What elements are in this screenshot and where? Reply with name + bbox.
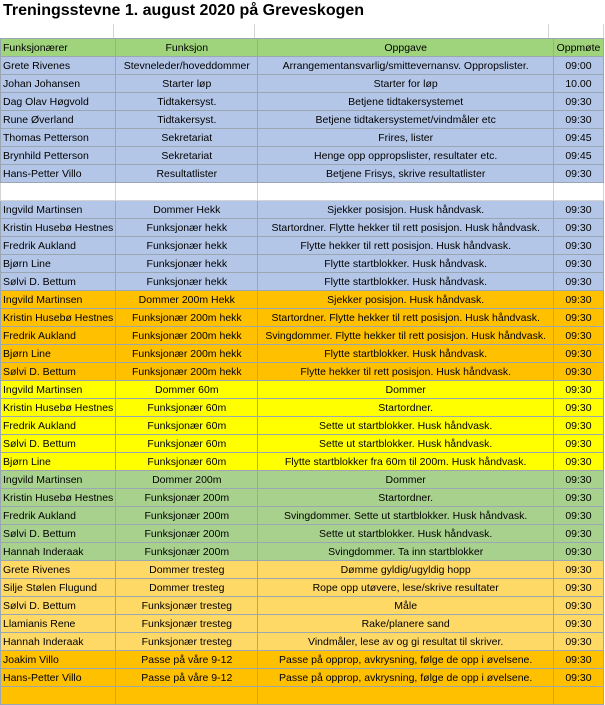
cell-arrival[interactable]: 09:30 bbox=[553, 93, 603, 111]
cell-arrival[interactable] bbox=[553, 687, 603, 705]
cell-arrival[interactable]: 09:30 bbox=[553, 597, 603, 615]
cell-task[interactable]: Starter for løp bbox=[258, 75, 553, 93]
cell-arrival[interactable]: 09:30 bbox=[553, 471, 603, 489]
cell-name[interactable]: Sølvi D. Bettum bbox=[1, 363, 116, 381]
cell-task[interactable]: Startordner. Flytte hekker til rett posisjon. Husk håndvask. bbox=[258, 309, 553, 327]
cell-function[interactable]: Resultatlister bbox=[116, 165, 258, 183]
cell-name[interactable]: Bjørn Line bbox=[1, 255, 116, 273]
cell-arrival[interactable]: 09:30 bbox=[553, 381, 603, 399]
cell-function[interactable]: Funksjonær tresteg bbox=[116, 633, 258, 651]
table-row bbox=[1, 327, 604, 345]
cell-function[interactable]: Funksjonær hekk bbox=[116, 237, 258, 255]
table-row bbox=[1, 111, 604, 129]
cell-arrival[interactable]: 09:00 bbox=[553, 57, 603, 75]
cell-function[interactable]: Sekretariat bbox=[116, 129, 258, 147]
cell-function[interactable]: Funksjonær 60m bbox=[116, 453, 258, 471]
cell-function[interactable]: Funksjonær 60m bbox=[116, 399, 258, 417]
cell-name[interactable]: Hans-Petter Villo bbox=[1, 165, 116, 183]
cell-name[interactable]: Fredrik Aukland bbox=[1, 327, 116, 345]
cell-name[interactable]: Dag Olav Høgvold bbox=[1, 93, 116, 111]
table-row bbox=[1, 561, 604, 579]
table-row bbox=[1, 633, 604, 651]
cell-task[interactable]: Flytte startblokker. Husk håndvask. bbox=[258, 345, 553, 363]
table-row bbox=[1, 597, 604, 615]
table-row bbox=[1, 399, 604, 417]
cell-task[interactable]: Frires, lister bbox=[258, 129, 553, 147]
cell-arrival[interactable]: 09:30 bbox=[553, 417, 603, 435]
cell-task[interactable]: Arrangementansvarlig/smittevernansv. Oppropslister. bbox=[258, 57, 553, 75]
table-row bbox=[1, 165, 604, 183]
cell-name[interactable]: Bjørn Line bbox=[1, 345, 116, 363]
cell-task[interactable]: Sette ut startblokker. Husk håndvask. bbox=[258, 435, 553, 453]
table-row bbox=[1, 237, 604, 255]
table-row bbox=[1, 363, 604, 381]
cell-function[interactable]: Funksjonær 200m bbox=[116, 543, 258, 561]
table-row bbox=[1, 345, 604, 363]
cell-function[interactable]: Funksjonær 200m bbox=[116, 489, 258, 507]
column-header-arrival[interactable]: Oppmøte bbox=[553, 39, 603, 57]
table-row bbox=[1, 291, 604, 309]
cell-function[interactable]: Funksjonær hekk bbox=[116, 273, 258, 291]
column-header-task[interactable]: Oppgave bbox=[258, 39, 553, 57]
cell-name[interactable]: Joakim Villo bbox=[1, 651, 116, 669]
cell-function[interactable]: Tidtakersyst. bbox=[116, 111, 258, 129]
cell-name[interactable]: Fredrik Aukland bbox=[1, 237, 116, 255]
table-row bbox=[1, 687, 604, 705]
cell-arrival[interactable]: 09:30 bbox=[553, 111, 603, 129]
cell-arrival[interactable]: 09:30 bbox=[553, 633, 603, 651]
cell-function[interactable]: Sekretariat bbox=[116, 147, 258, 165]
cell-function[interactable]: Dommer 60m bbox=[116, 381, 258, 399]
cell-arrival[interactable] bbox=[553, 183, 603, 201]
table-row bbox=[1, 669, 604, 687]
cell-arrival[interactable]: 09:30 bbox=[553, 579, 603, 597]
table-row bbox=[1, 129, 604, 147]
cell-function[interactable]: Passe på våre 9-12 bbox=[116, 651, 258, 669]
cell-function[interactable]: Funksjonær 200m hekk bbox=[116, 309, 258, 327]
cell-name[interactable]: Kristin Husebø Hestnes bbox=[1, 219, 116, 237]
cell-arrival[interactable]: 10.00 bbox=[553, 75, 603, 93]
cell-function[interactable]: Stevneleder/hoveddommer bbox=[116, 57, 258, 75]
table-row bbox=[1, 651, 604, 669]
cell-function[interactable]: Funksjonær 200m hekk bbox=[116, 345, 258, 363]
cell-name[interactable]: Kristin Husebø Hestnes bbox=[1, 399, 116, 417]
table-row bbox=[1, 219, 604, 237]
cell-name[interactable]: Hannah Inderaak bbox=[1, 543, 116, 561]
cell-task[interactable]: Flytte startblokker. Husk håndvask. bbox=[258, 255, 553, 273]
cell-arrival[interactable]: 09:30 bbox=[553, 615, 603, 633]
table-row bbox=[1, 543, 604, 561]
cell-task[interactable]: Startordner. bbox=[258, 399, 553, 417]
cell-name[interactable]: Sølvi D. Bettum bbox=[1, 597, 116, 615]
cell-arrival[interactable]: 09:30 bbox=[553, 345, 603, 363]
cell-function[interactable] bbox=[116, 183, 258, 201]
cell-name[interactable]: Hans-Petter Villo bbox=[1, 669, 116, 687]
cell-name[interactable]: Bjørn Line bbox=[1, 453, 116, 471]
cell-name[interactable]: Johan Johansen bbox=[1, 75, 116, 93]
table-row bbox=[1, 453, 604, 471]
table-row bbox=[1, 471, 604, 489]
cell-function[interactable]: Dommer 200m Hekk bbox=[116, 291, 258, 309]
cell-name[interactable]: Rune Øverland bbox=[1, 111, 116, 129]
column-header-function[interactable]: Funksjon bbox=[116, 39, 258, 57]
cell-function[interactable]: Funksjonær tresteg bbox=[116, 597, 258, 615]
cell-task[interactable]: Sjekker posisjon. Husk håndvask. bbox=[258, 291, 553, 309]
cell-function[interactable] bbox=[116, 687, 258, 705]
table-row bbox=[1, 615, 604, 633]
cell-task[interactable]: Svingdommer. Flytte hekker til rett posisjon. Husk håndvask. bbox=[258, 327, 553, 345]
functionary-table bbox=[0, 38, 604, 705]
table-row bbox=[1, 381, 604, 399]
cell-task[interactable]: Svingdommer. Ta inn startblokker bbox=[258, 543, 553, 561]
cell-function[interactable]: Funksjonær 200m hekk bbox=[116, 327, 258, 345]
cell-name[interactable]: Grete Rivenes bbox=[1, 561, 116, 579]
cell-arrival[interactable]: 09:45 bbox=[553, 147, 603, 165]
table-row bbox=[1, 147, 604, 165]
cell-task[interactable]: Flytte hekker til rett posisjon. Husk håndvask. bbox=[258, 363, 553, 381]
table-row bbox=[1, 57, 604, 75]
cell-task[interactable]: Sette ut startblokker. Husk håndvask. bbox=[258, 417, 553, 435]
cell-arrival[interactable]: 09:30 bbox=[553, 435, 603, 453]
table-row bbox=[1, 255, 604, 273]
table-row bbox=[1, 201, 604, 219]
cell-arrival[interactable]: 09:30 bbox=[553, 201, 603, 219]
cell-task[interactable]: Flytte startblokker fra 60m til 200m. Husk håndvask. bbox=[258, 453, 553, 471]
cell-name[interactable]: Ingvild Martinsen bbox=[1, 471, 116, 489]
cell-task[interactable]: Sjekker posisjon. Husk håndvask. bbox=[258, 201, 553, 219]
cell-task[interactable]: Måle bbox=[258, 597, 553, 615]
cell-arrival[interactable]: 09:30 bbox=[553, 453, 603, 471]
table-row bbox=[1, 417, 604, 435]
empty-row bbox=[0, 24, 604, 39]
cell-name[interactable]: Brynhild Petterson bbox=[1, 147, 116, 165]
cell-function[interactable]: Passe på våre 9-12 bbox=[116, 669, 258, 687]
cell-name[interactable]: Kristin Husebø Hestnes bbox=[1, 489, 116, 507]
table-row bbox=[1, 489, 604, 507]
cell-function[interactable]: Funksjonær 60m bbox=[116, 417, 258, 435]
cell-function[interactable]: Funksjonær 200m hekk bbox=[116, 363, 258, 381]
cell-arrival[interactable]: 09:30 bbox=[553, 165, 603, 183]
cell-name[interactable]: Fredrik Aukland bbox=[1, 507, 116, 525]
sheet-title: Treningsstevne 1. august 2020 på Greveskogen bbox=[3, 2, 365, 19]
cell-function[interactable]: Dommer 200m bbox=[116, 471, 258, 489]
cell-name[interactable]: Sølvi D. Bettum bbox=[1, 435, 116, 453]
header-row bbox=[1, 39, 604, 57]
cell-name[interactable]: Hannah Inderaak bbox=[1, 633, 116, 651]
cell-name[interactable]: Fredrik Aukland bbox=[1, 417, 116, 435]
cell-arrival[interactable]: 09:30 bbox=[553, 507, 603, 525]
cell-name[interactable]: Kristin Husebø Hestnes bbox=[1, 309, 116, 327]
cell-arrival[interactable]: 09:30 bbox=[553, 669, 603, 687]
cell-task[interactable] bbox=[258, 687, 553, 705]
cell-name[interactable]: Ingvild Martinsen bbox=[1, 381, 116, 399]
table-row bbox=[1, 309, 604, 327]
cell-arrival[interactable]: 09:30 bbox=[553, 291, 603, 309]
cell-task[interactable]: Svingdommer. Sette ut startblokker. Husk håndvask. bbox=[258, 507, 553, 525]
column-header-functionary[interactable]: Funksjonærer bbox=[1, 39, 116, 57]
cell-arrival[interactable]: 09:30 bbox=[553, 363, 603, 381]
cell-task[interactable]: Startordner. bbox=[258, 489, 553, 507]
cell-arrival[interactable]: 09:30 bbox=[553, 489, 603, 507]
cell-function[interactable]: Dommer Hekk bbox=[116, 201, 258, 219]
cell-name[interactable]: Grete Rivenes bbox=[1, 57, 116, 75]
table-row bbox=[1, 93, 604, 111]
cell-arrival[interactable]: 09:30 bbox=[553, 399, 603, 417]
cell-task[interactable]: Rope opp utøvere, lese/skrive resultater bbox=[258, 579, 553, 597]
cell-function[interactable]: Dommer tresteg bbox=[116, 579, 258, 597]
cell-name[interactable] bbox=[1, 687, 116, 705]
cell-name[interactable]: Ingvild Martinsen bbox=[1, 201, 116, 219]
cell-task[interactable]: Betjene tidtakersystemet bbox=[258, 93, 553, 111]
cell-function[interactable]: Funksjonær hekk bbox=[116, 255, 258, 273]
cell-function[interactable]: Starter løp bbox=[116, 75, 258, 93]
cell-arrival[interactable]: 09:30 bbox=[553, 219, 603, 237]
cell-arrival[interactable]: 09:30 bbox=[553, 327, 603, 345]
cell-task[interactable]: Dømme gyldig/ugyldig hopp bbox=[258, 561, 553, 579]
cell-function[interactable]: Funksjonær 60m bbox=[116, 435, 258, 453]
cell-task[interactable]: Henge opp oppropslister, resultater etc. bbox=[258, 147, 553, 165]
cell-function[interactable]: Dommer tresteg bbox=[116, 561, 258, 579]
cell-task[interactable]: Rake/planere sand bbox=[258, 615, 553, 633]
cell-function[interactable]: Funksjonær hekk bbox=[116, 219, 258, 237]
cell-arrival[interactable]: 09:45 bbox=[553, 129, 603, 147]
cell-arrival[interactable]: 09:30 bbox=[553, 525, 603, 543]
cell-task[interactable]: Dommer bbox=[258, 381, 553, 399]
cell-function[interactable]: Funksjonær tresteg bbox=[116, 615, 258, 633]
cell-task[interactable]: Flytte startblokker. Husk håndvask. bbox=[258, 273, 553, 291]
cell-task[interactable]: Startordner. Flytte hekker til rett posisjon. Husk håndvask. bbox=[258, 219, 553, 237]
cell-task[interactable]: Passe på opprop, avkrysning, følge de opp i øvelsene. bbox=[258, 651, 553, 669]
cell-task[interactable]: Betjene Frisys, skrive resultatlister bbox=[258, 165, 553, 183]
table-row bbox=[1, 273, 604, 291]
cell-function[interactable]: Tidtakersyst. bbox=[116, 93, 258, 111]
cell-arrival[interactable]: 09:30 bbox=[553, 237, 603, 255]
cell-arrival[interactable]: 09:30 bbox=[553, 543, 603, 561]
cell-task[interactable]: Flytte hekker til rett posisjon. Husk håndvask. bbox=[258, 237, 553, 255]
cell-name[interactable]: Ingvild Martinsen bbox=[1, 291, 116, 309]
blank-row bbox=[1, 183, 604, 201]
cell-arrival[interactable]: 09:30 bbox=[553, 273, 603, 291]
cell-arrival[interactable]: 09:30 bbox=[553, 255, 603, 273]
cell-name[interactable]: Thomas Petterson bbox=[1, 129, 116, 147]
cell-name[interactable] bbox=[1, 183, 116, 201]
cell-task[interactable] bbox=[258, 183, 553, 201]
table-row bbox=[1, 579, 604, 597]
table-row bbox=[1, 435, 604, 453]
cell-arrival[interactable]: 09:30 bbox=[553, 561, 603, 579]
cell-name[interactable]: Llamianis Rene bbox=[1, 615, 116, 633]
cell-name[interactable]: Sølvi D. Bettum bbox=[1, 525, 116, 543]
cell-task[interactable]: Passe på opprop, avkrysning, følge de opp i øvelsene. bbox=[258, 669, 553, 687]
table-row bbox=[1, 525, 604, 543]
cell-task[interactable]: Vindmåler, lese av og gi resultat til skriver. bbox=[258, 633, 553, 651]
cell-arrival[interactable]: 09:30 bbox=[553, 309, 603, 327]
cell-task[interactable]: Dommer bbox=[258, 471, 553, 489]
cell-task[interactable]: Betjene tidtakersystemet/vindmåler etc bbox=[258, 111, 553, 129]
cell-function[interactable]: Funksjonær 200m bbox=[116, 525, 258, 543]
table-row bbox=[1, 507, 604, 525]
cell-name[interactable]: Silje Stølen Flugund bbox=[1, 579, 116, 597]
cell-name[interactable]: Sølvi D. Bettum bbox=[1, 273, 116, 291]
cell-arrival[interactable]: 09:30 bbox=[553, 651, 603, 669]
table-row bbox=[1, 75, 604, 93]
cell-function[interactable]: Funksjonær 200m bbox=[116, 507, 258, 525]
cell-task[interactable]: Sette ut startblokker. Husk håndvask. bbox=[258, 525, 553, 543]
